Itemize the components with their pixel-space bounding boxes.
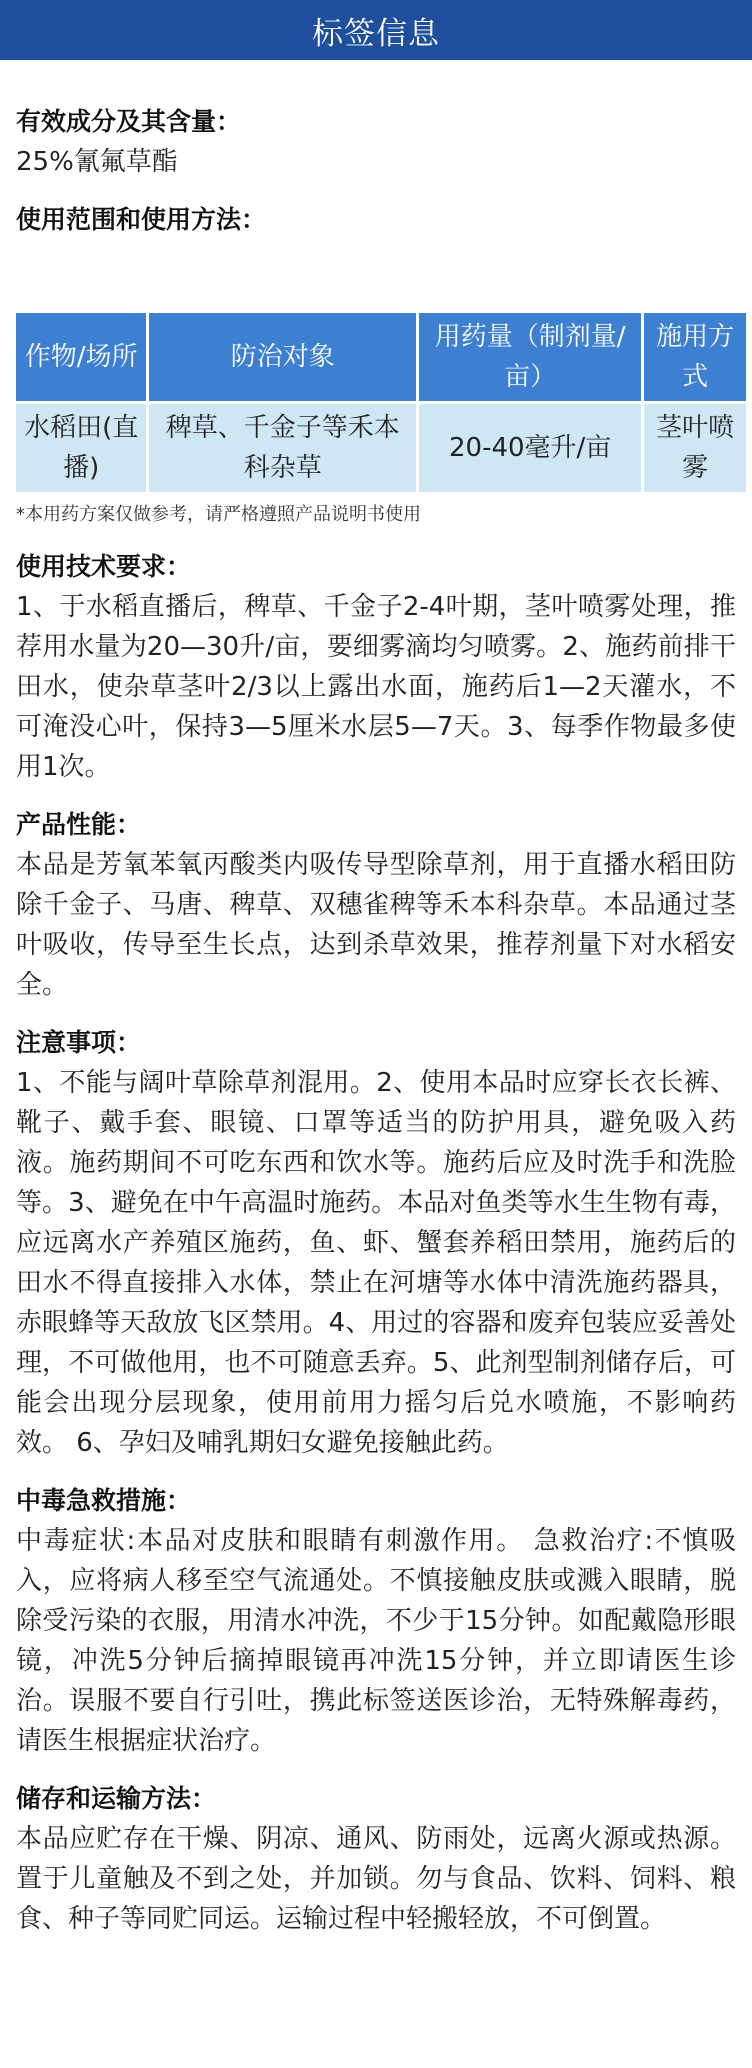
table-cell-dosage: 20-40毫升/亩 xyxy=(419,404,641,492)
table-note: *本用药方案仅做参考，请严格遵照产品说明书使用 xyxy=(16,504,421,525)
table-cell-crop: 水稻田(直播) xyxy=(16,404,146,492)
table-cell-method: 茎叶喷雾 xyxy=(644,404,746,492)
table-header-method: 施用方式 xyxy=(644,313,746,401)
performance-title: 产品性能： xyxy=(16,810,142,839)
caution-text: 1、不能与阔叶草除草剂混用。2、使用本品时应穿长衣长裤、靴子、戴手套、眼镜、口罩等适当的防护用具，避免吸入药液。施药期间不可吃东西和饮水等。施药后应及时洗手和洗脸等。3、避免在中午高温时施药。本品对鱼类等水生生物有毒，应远离水产养殖区施药，鱼、虾、蟹套养稻田禁用，施药后的田水不得直接排入水体，禁止在河塘等水体中清洗施药器具，赤眼蜂等天敌放飞区禁用。4、用过的容器和废弃包装应妥善处理，不可做他用，也不可随意丢弃。5、此剂型制剂储存后，可能会出现分层现象，使用前用力摇匀后兑水喷施，不影响药效。 6、孕妇及哺乳期妇女避免接触此药。 xyxy=(16,1068,736,1458)
tech-title: 使用技术要求： xyxy=(16,552,192,581)
label-content xyxy=(0,60,752,1939)
ingredient-title: 有效成分及其含量： xyxy=(16,107,242,136)
ingredient-text: 25%氰氟草酯 xyxy=(16,147,178,177)
table-header-crop: 作物/场所 xyxy=(16,313,146,401)
usage-table-wrap xyxy=(16,310,736,533)
firstaid-text: 中毒症状:本品对皮肤和眼睛有刺激作用。 急救治疗:不慎吸入，应将病人移至空气流通处。不慎接触皮肤或溅入眼睛，脱除受污染的衣服，用清水冲洗，不少于15分钟。如配戴隐形眼镜，冲洗5分钟后摘掉眼镜再冲洗15分钟，并立即请医生诊治。误服不要自行引吐，携此标签送医诊治，无特殊解毒药，请医生根据症状治疗。 xyxy=(16,1526,736,1756)
page-header xyxy=(0,0,752,60)
performance-text: 本品是芳氧苯氧丙酸类内吸传导型除草剂，用于直播水稻田防除千金子、马唐、稗草、双穗雀稗等禾本科杂草。本品通过茎叶吸收，传导至生长点，达到杀草效果，推荐剂量下对水稻安全。 xyxy=(16,850,736,1000)
table-cell-target: 稗草、千金子等禾本科杂草 xyxy=(149,404,416,492)
table-header-target: 防治对象 xyxy=(149,313,416,401)
caution-title: 注意事项： xyxy=(16,1028,142,1057)
page-title: 标签信息 xyxy=(312,15,440,52)
storage-text: 本品应贮存在干燥、阴凉、通风、防雨处，远离火源或热源。置于儿童触及不到之处，并加锁。勿与食品、饮料、饲料、粮食、种子等同贮同运。运输过程中轻搬轻放，不可倒置。 xyxy=(16,1824,736,1934)
table-header-row xyxy=(16,313,746,401)
table-row xyxy=(16,404,746,492)
storage-title: 储存和运输方法： xyxy=(16,1784,217,1813)
firstaid-title: 中毒急救措施： xyxy=(16,1486,192,1515)
usage-table xyxy=(13,310,749,495)
table-header-dosage: 用药量（制剂量/亩） xyxy=(419,313,641,401)
usage-title: 使用范围和使用方法： xyxy=(16,205,267,234)
tech-text: 1、于水稻直播后，稗草、千金子2-4叶期，茎叶喷雾处理，推荐用水量为20—30升/亩，要细雾滴均匀喷雾。2、施药前排干田水，使杂草茎叶2/3以上露出水面，施药后1—2天灌水，不可淹没心叶，保持3—5厘米水层5—7天。3、每季作物最多使用1次。 xyxy=(16,592,736,782)
